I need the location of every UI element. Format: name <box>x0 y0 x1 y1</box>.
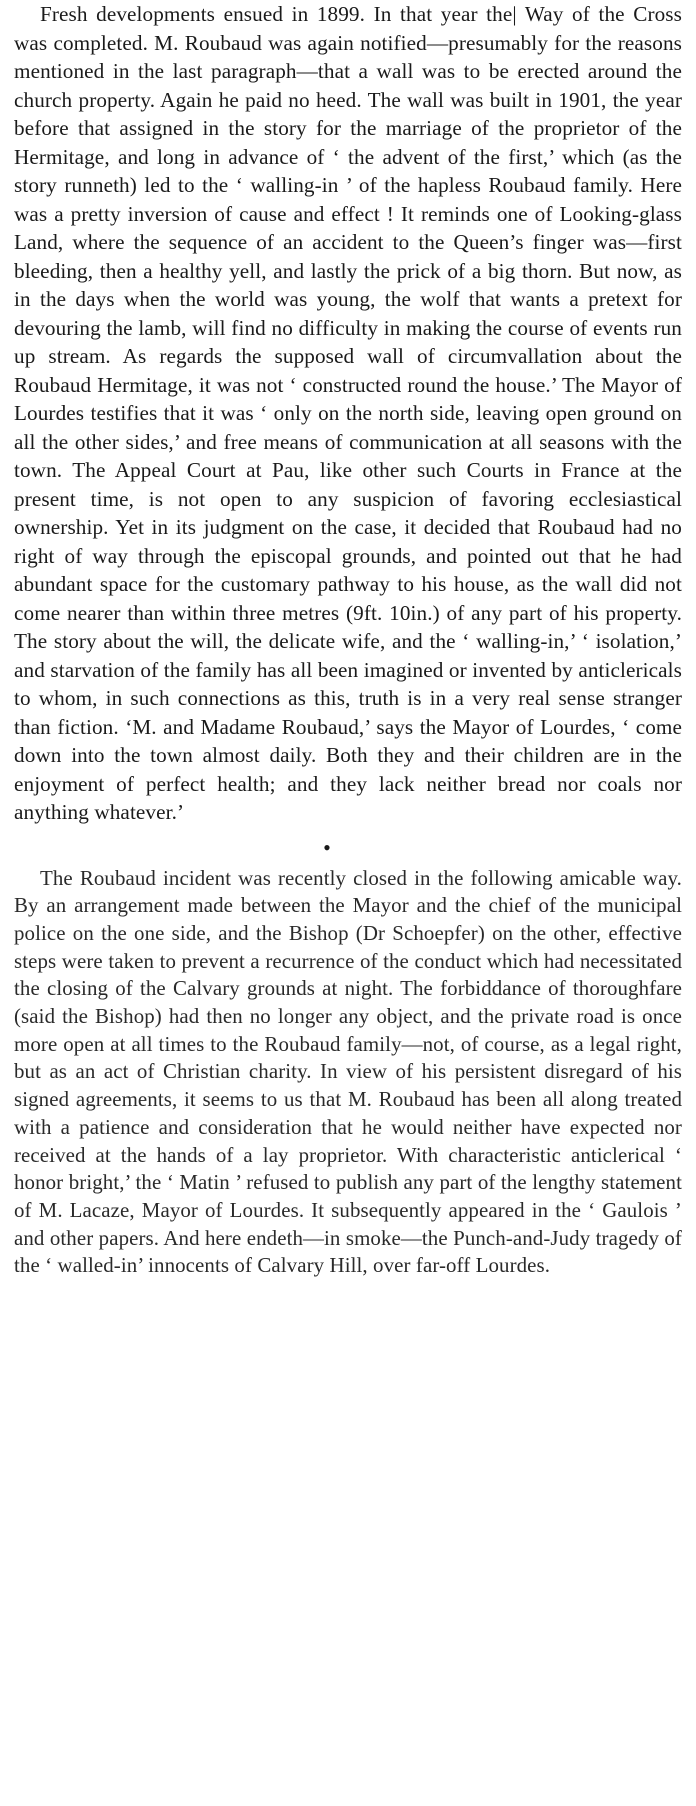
paragraph-roubaud-wall: Fresh developments ensued in 1899. In that year the| Way of the Cross was completed. M. Roubaud was again notified—presumably for the reasons mentioned in the last paragraph—that a wall was to be erected around the church property. Again he paid no heed. The wall was built in 1901, the year before that assigned in the story for the marriage of the proprietor of the Hermitage, and long in advance of ‘ the advent of the first,’ which (as the story runneth) led to the ‘ walling-in ’ of the hapless Roubaud family. Here was a pretty inversion of cause and effect ! It reminds one of Looking-glass Land, where the sequence of an accident to the Queen’s finger was—first bleeding, then a healthy yell, and lastly the prick of a big thorn. But now, as in the days when the world was young, the wolf that wants a pretext for devouring the lamb, will find no difficulty in making the course of events run up stream. As regards the supposed wall of circumvallation about the Roubaud Hermitage, it was not ‘ constructed round the house.’ The Mayor of Lourdes testifies that it was ‘ only on the north side, leaving open ground on all the other sides,’ and free means of communication at all seasons with the town. The Appeal Court at Pau, like other such Courts in France at the present time, is not open to any suspicion of favoring ecclesiastical ownership. Yet in its judgment on the case, it decided that Roubaud had no right of way through the episcopal grounds, and pointed out that he had abundant space for the customary pathway to his house, as the wall did not come nearer than within three metres (9ft. 10in.) of any part of his property. The story about the will, the delicate wife, and the ‘ walling-in,’ ‘ isolation,’ and starvation of the family has all been imagined or invented by anticlericals to whom, in such connections as this, truth is in a very real sense stranger than fiction. ‘M. and Madame Roubaud,’ says the Mayor of Lourdes, ‘ come down into the town almost daily. Both they and their children are in the enjoyment of perfect health; and they lack neither bread nor coals nor anything whatever.’ <box>14 2 682 824</box>
paragraph-roubaud-incident-closed: The Roubaud incident was recently closed in the following amicable way. By an arrangement made between the Mayor and the chief of the municipal police on the one side, and the Bishop (Dr Schoepfer) on the other, effective steps were taken to prevent a recurrence of the conduct which had necessitated the closing of the Calvary grounds at night. The forbiddance of thoroughfare (said the Bishop) had then no longer any object, and the private road is once more open at all times to the Roubaud family—not, of course, as a legal right, but as an act of Christian charity. In view of his persistent disregard of his signed agreements, it seems to us that M. Roubaud has been all along treated with a patience and consideration that he would neither have expected nor received at the hands of a lay proprietor. With characteristic anticlerical ‘ honor bright,’ the ‘ Matin ’ refused to publish any part of the lengthy statement of M. Lacaze, Mayor of Lourdes. It subsequently appeared in the ‘ Gaulois ’ and other papers. And here endeth—in smoke—the Punch-and-Judy tragedy of the ‘ walled-in’ innocents of Calvary Hill, over far-off Lourdes. <box>14 865 682 1278</box>
section-separator-dot: • <box>323 834 331 860</box>
article-column <box>14 0 682 1280</box>
